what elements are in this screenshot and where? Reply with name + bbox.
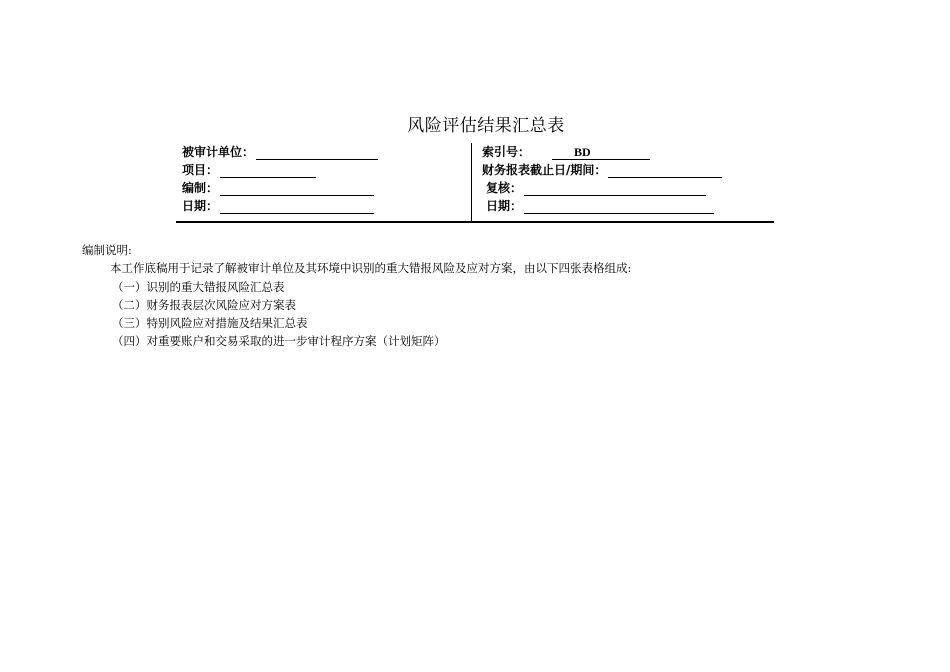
notes-list-item: （二）财务报表层次风险应对方案表 [112, 297, 296, 312]
auditee-field[interactable] [256, 147, 378, 160]
notes-list-item: （四）对重要账户和交易采取的进一步审计程序方案（计划矩阵） [112, 334, 446, 349]
page-title: 风险评估结果汇总表 [407, 116, 565, 136]
notes-paragraph: 本工作底稿用于记录了解被审计单位及其环境中识别的重大错报风险及应对方案，由以下四张表格组成: [110, 261, 632, 276]
period-row [482, 162, 722, 178]
period-label: 财务报表截止日/期间： [482, 163, 607, 177]
review-date-row [486, 198, 714, 214]
project-row [182, 162, 316, 178]
notes-list-item: （一）识别的重大错报风险汇总表 [112, 279, 285, 294]
auditee-label: 被审计单位： [182, 145, 255, 159]
review-date-field[interactable] [524, 201, 714, 214]
notes-section [82, 241, 631, 351]
review-row [486, 180, 706, 196]
header-info-block [176, 143, 774, 223]
column-divider [471, 143, 472, 221]
prepared-date-field[interactable] [220, 201, 374, 214]
notes-heading: 编制说明: [82, 243, 132, 257]
period-field[interactable] [608, 165, 722, 178]
auditee-row [182, 144, 378, 160]
index-value[interactable]: BD [552, 146, 650, 160]
review-date-label: 日期： [486, 199, 523, 213]
index-label: 索引号： [482, 145, 531, 159]
prepared-date-label: 日期： [182, 199, 219, 213]
notes-list-item: （三）特别风险应对措施及结果汇总表 [112, 316, 308, 331]
review-field[interactable] [524, 183, 706, 196]
prepared-by-row [182, 180, 374, 196]
project-field[interactable] [220, 165, 316, 178]
prepared-by-field[interactable] [220, 183, 374, 196]
project-label: 项目： [182, 163, 219, 177]
review-label: 复核： [486, 181, 523, 195]
prepared-by-label: 编制： [182, 181, 219, 195]
index-row [482, 144, 650, 160]
prepared-date-row [182, 198, 374, 214]
